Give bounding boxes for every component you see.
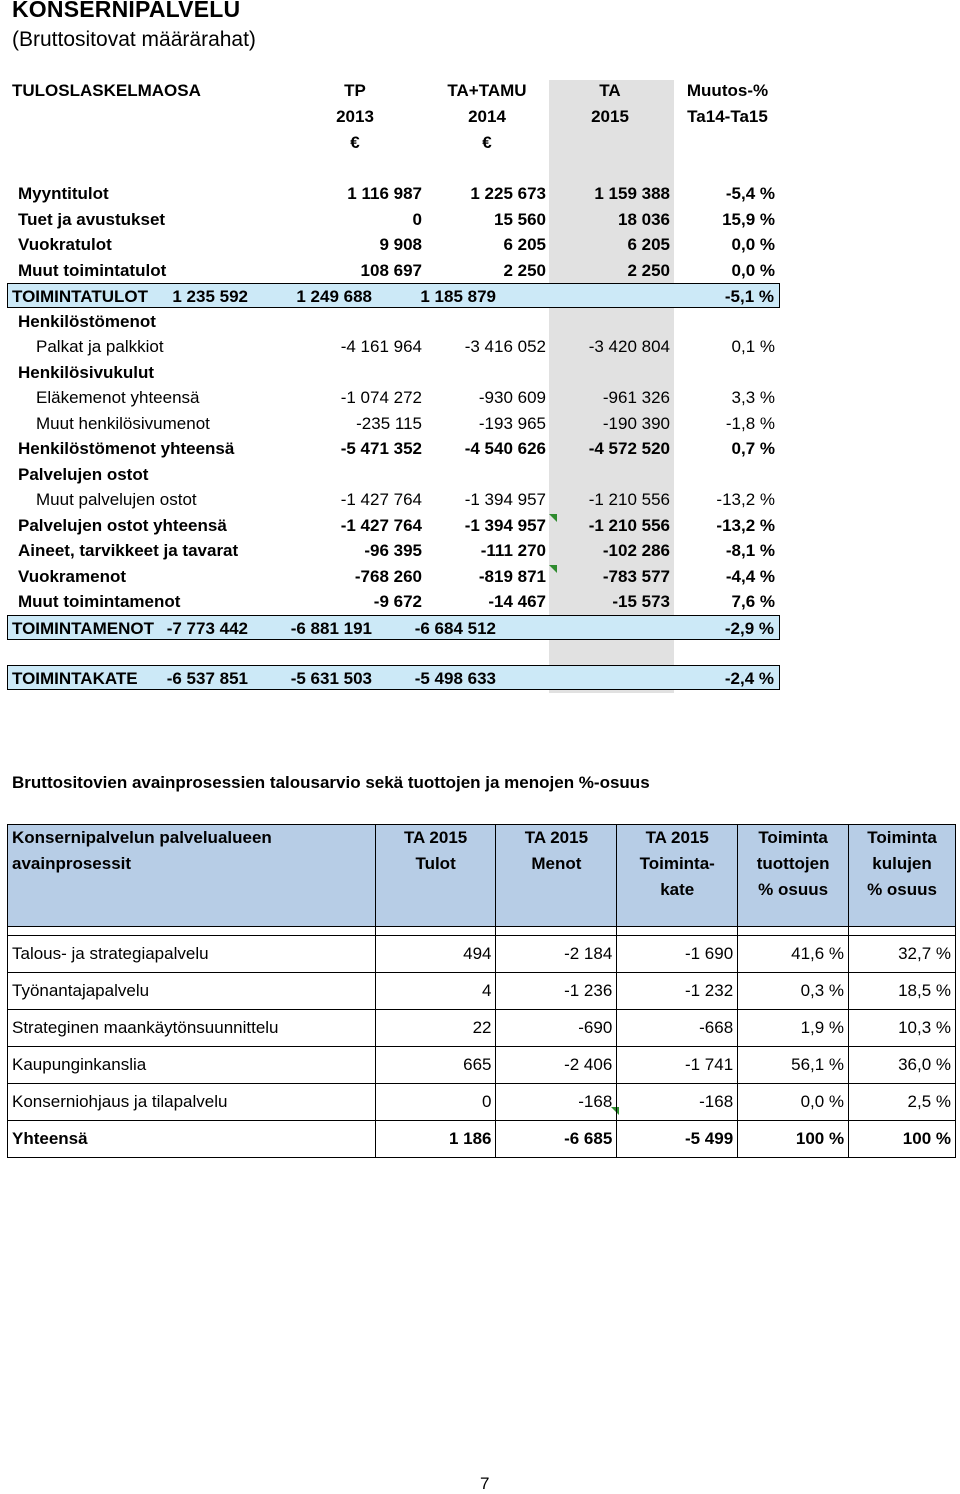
cell-ta2015: -6 684 512: [414, 618, 496, 638]
row-label: Vuokratulot: [18, 235, 112, 254]
cell-change: 3,3 %: [731, 388, 775, 407]
key-process-table: [7, 824, 956, 1158]
income-section-label: TULOSLASKELMAOSA: [12, 81, 201, 100]
cell-ta2015: -961 326: [602, 388, 670, 407]
cell-ta2015: 18 036: [618, 209, 670, 229]
cell-change: 0,0 %: [731, 235, 775, 254]
cell-tp2013: -7 773 442: [166, 618, 248, 638]
cell-expenses: -2 406: [496, 1047, 617, 1084]
cell-tp2013: -1 427 764: [340, 515, 422, 535]
row-label: Vuokramenot: [18, 566, 127, 586]
cell-tp2013: -96 395: [364, 541, 422, 560]
cell-tp2013: -1 427 764: [340, 490, 422, 509]
page-subtitle: (Bruttositovat määrärahat): [12, 28, 256, 51]
cell-expenses: -2 184: [496, 936, 617, 973]
row-label: Muut toimintamenot: [18, 592, 181, 611]
table-row: [8, 1084, 956, 1121]
cell-change: 0,0 %: [731, 260, 775, 280]
cell-process: Yhteensä: [8, 1121, 376, 1158]
column-header-tp2013: TP 2013 €: [336, 81, 374, 152]
column-header-ta-tamu2014: TA+TAMU 2014 €: [447, 81, 527, 152]
cell-ta2015: -3 420 804: [588, 337, 670, 356]
cell-income-share: 41,6 %: [738, 936, 849, 973]
cell-change: -2,9 %: [724, 618, 774, 638]
cell-income: 4: [375, 973, 496, 1010]
row-label: Henkilösivukulut: [18, 362, 155, 382]
row-label: Palkat ja palkkiot: [36, 337, 164, 356]
cell-ta2014: -1 394 957: [464, 515, 546, 535]
cell-process: Konserniohjaus ja tilapalvelu: [8, 1084, 376, 1121]
row-label: Muut henkilösivumenot: [36, 413, 210, 433]
column-header-muutos: Muutos-% Ta14-Ta15: [686, 81, 769, 126]
cell-margin: -1 232: [617, 973, 738, 1010]
cell-income: 1 186: [375, 1121, 496, 1158]
cell-change: -13,2 %: [716, 490, 775, 509]
row-label: Henkilöstömenot: [18, 311, 156, 331]
cell-tp2013: -5 471 352: [340, 439, 422, 458]
header-cost-share: Toiminta kulujen % osuus: [849, 825, 956, 927]
header-income: TA 2015 Tulot: [375, 825, 496, 927]
cell-ta2015: -102 286: [602, 541, 670, 560]
cell-margin: -668: [617, 1010, 738, 1047]
table-row: [0, 436, 960, 461]
cell-tp2013: -1 074 272: [340, 388, 422, 407]
comment-marker: [549, 565, 557, 573]
cell-ta2014: -4 540 626: [464, 439, 546, 458]
cell-margin: -5 499: [617, 1121, 738, 1158]
cell-change: -4,4 %: [725, 566, 775, 586]
table-row: [0, 385, 960, 410]
cell-change: -13,2 %: [716, 515, 775, 535]
cell-ta2014: -14 467: [488, 592, 546, 611]
row-label: TOIMINTAKATE: [12, 669, 138, 688]
cell-ta2014: 15 560: [494, 209, 546, 229]
total-row: [7, 665, 780, 690]
table-row: [8, 1010, 956, 1047]
cell-cost-share: 18,5 %: [849, 973, 956, 1010]
cell-ta2015: -190 390: [602, 413, 670, 433]
cell-ta2015: -5 498 633: [414, 669, 496, 688]
cell-tp2013: 108 697: [360, 260, 422, 280]
cell-process: Strateginen maankäytönsuunnittelu: [8, 1010, 376, 1047]
row-label: Myyntitulot: [18, 184, 109, 203]
cell-ta2015: 1 159 388: [594, 184, 670, 203]
table-row: [8, 973, 956, 1010]
row-label: Palvelujen ostot yhteensä: [18, 515, 227, 535]
cell-tp2013: -4 161 964: [340, 337, 422, 356]
cell-tp2013: -6 537 851: [166, 669, 248, 688]
table-row: [0, 411, 960, 436]
row-label: Palvelujen ostot: [18, 464, 149, 484]
cell-ta2015: 2 250: [627, 260, 670, 280]
table-row: [0, 258, 960, 283]
cell-change: 15,9 %: [722, 209, 775, 229]
cell-tp2013: 9 908: [379, 235, 422, 254]
cell-change: -1,8 %: [725, 413, 775, 433]
cell-margin: -1 741: [617, 1047, 738, 1084]
cell-cost-share: 2,5 %: [849, 1084, 956, 1121]
table-row: [0, 462, 960, 487]
table-row: [0, 334, 960, 359]
cell-expenses: -6 685: [496, 1121, 617, 1158]
table-row: [8, 1047, 956, 1084]
cell-ta2014: -819 871: [478, 566, 546, 586]
cell-ta2015: -1 210 556: [588, 515, 670, 535]
cell-margin: -168: [617, 1084, 738, 1121]
cell-tp2013: 1 235 592: [172, 287, 248, 306]
row-label: Eläkemenot yhteensä: [36, 388, 200, 407]
cell-change: -5,4 %: [725, 184, 775, 203]
cell-income-share: 100 %: [738, 1121, 849, 1158]
row-label: Aineet, tarvikkeet ja tavarat: [18, 541, 239, 560]
header-operating-margin: TA 2015 Toiminta- kate: [617, 825, 738, 927]
cell-ta2015: -1 210 556: [588, 490, 670, 509]
header-expenses: TA 2015 Menot: [496, 825, 617, 927]
cell-income: 665: [375, 1047, 496, 1084]
cell-income: 0: [375, 1084, 496, 1121]
cell-cost-share: 36,0 %: [849, 1047, 956, 1084]
cell-ta2014: 1 225 673: [470, 184, 546, 203]
cell-change: -2,4 %: [724, 669, 774, 688]
cell-ta2014: 2 250: [503, 260, 546, 280]
table-row: [0, 207, 960, 232]
row-label: Tuet ja avustukset: [18, 209, 166, 229]
cell-ta2015: -4 572 520: [588, 439, 670, 458]
table-row: [0, 232, 960, 257]
cell-income-share: 0,0 %: [738, 1084, 849, 1121]
cell-ta2014: -111 270: [480, 541, 546, 560]
table-row: [0, 564, 960, 589]
cell-income: 494: [375, 936, 496, 973]
table-row: [0, 589, 960, 614]
cell-margin: -1 690: [617, 936, 738, 973]
table-row: [0, 360, 960, 385]
page-number: 7: [480, 1474, 490, 1493]
page-title: KONSERNIPALVELU: [12, 0, 241, 22]
cell-process: Työnantajapalvelu: [8, 973, 376, 1010]
key-process-header-row: [8, 825, 956, 927]
cell-change: 0,1 %: [731, 337, 775, 356]
cell-tp2013: 0: [412, 209, 422, 229]
row-label: Muut palvelujen ostot: [36, 490, 197, 509]
cell-ta2014: 1 249 688: [296, 287, 372, 306]
cell-expenses: -1 236: [496, 973, 617, 1010]
table-row: [0, 538, 960, 563]
cell-ta2015: 1 185 879: [420, 287, 496, 306]
cell-ta2014: -5 631 503: [290, 669, 372, 688]
cell-tp2013: -9 672: [373, 592, 422, 611]
row-label: Muut toimintatulot: [18, 260, 167, 280]
cell-ta2014: -3 416 052: [464, 337, 546, 356]
header-spacer: [8, 927, 956, 936]
table-row: [0, 309, 960, 334]
cell-expenses: -168: [496, 1084, 617, 1121]
cell-ta2015: 6 205: [627, 235, 670, 254]
header-income-share: Toiminta tuottojen % osuus: [738, 825, 849, 927]
cell-income-share: 0,3 %: [738, 973, 849, 1010]
column-header-ta2015: TA 2015: [591, 81, 629, 126]
cell-ta2014: 6 205: [503, 235, 546, 254]
cell-expenses: -690: [496, 1010, 617, 1047]
table-row: [0, 487, 960, 512]
cell-change: 0,7 %: [731, 439, 775, 458]
cell-ta2015: -783 577: [602, 566, 670, 586]
header-process: Konsernipalvelun palvelualueen avainprosessit: [8, 825, 376, 927]
cell-cost-share: 10,3 %: [849, 1010, 956, 1047]
comment-marker: [549, 514, 557, 522]
cell-income-share: 1,9 %: [738, 1010, 849, 1047]
cell-tp2013: -768 260: [354, 566, 422, 586]
cell-ta2014: -1 394 957: [464, 490, 546, 509]
cell-change: -8,1 %: [725, 541, 775, 560]
table-row: [0, 181, 960, 206]
cell-process: Kaupunginkanslia: [8, 1047, 376, 1084]
table-row: [0, 513, 960, 538]
cell-change: 7,6 %: [731, 592, 775, 611]
table-row: [8, 936, 956, 973]
cell-cost-share: 32,7 %: [849, 936, 956, 973]
total-row: [8, 1121, 956, 1158]
cell-income: 22: [375, 1010, 496, 1047]
cell-process: Talous- ja strategiapalvelu: [8, 936, 376, 973]
total-row: [7, 283, 780, 308]
total-row: [7, 615, 780, 640]
cell-tp2013: 1 116 987: [347, 184, 422, 203]
row-label: TOIMINTATULOT: [12, 287, 148, 306]
cell-tp2013: -235 115: [356, 413, 422, 433]
cell-ta2014: -193 965: [478, 413, 546, 433]
section2-title: Bruttositovien avainprosessien talousarvio sekä tuottojen ja menojen %-osuus: [12, 773, 650, 792]
cell-income-share: 56,1 %: [738, 1047, 849, 1084]
cell-cost-share: 100 %: [849, 1121, 956, 1158]
row-label: TOIMINTAMENOT: [12, 618, 154, 638]
cell-ta2014: -6 881 191: [290, 618, 372, 638]
cell-change: -5,1 %: [724, 287, 774, 306]
cell-ta2014: -930 609: [478, 388, 546, 407]
cell-ta2015: -15 573: [612, 592, 670, 611]
row-label: Henkilöstömenot yhteensä: [18, 439, 235, 458]
